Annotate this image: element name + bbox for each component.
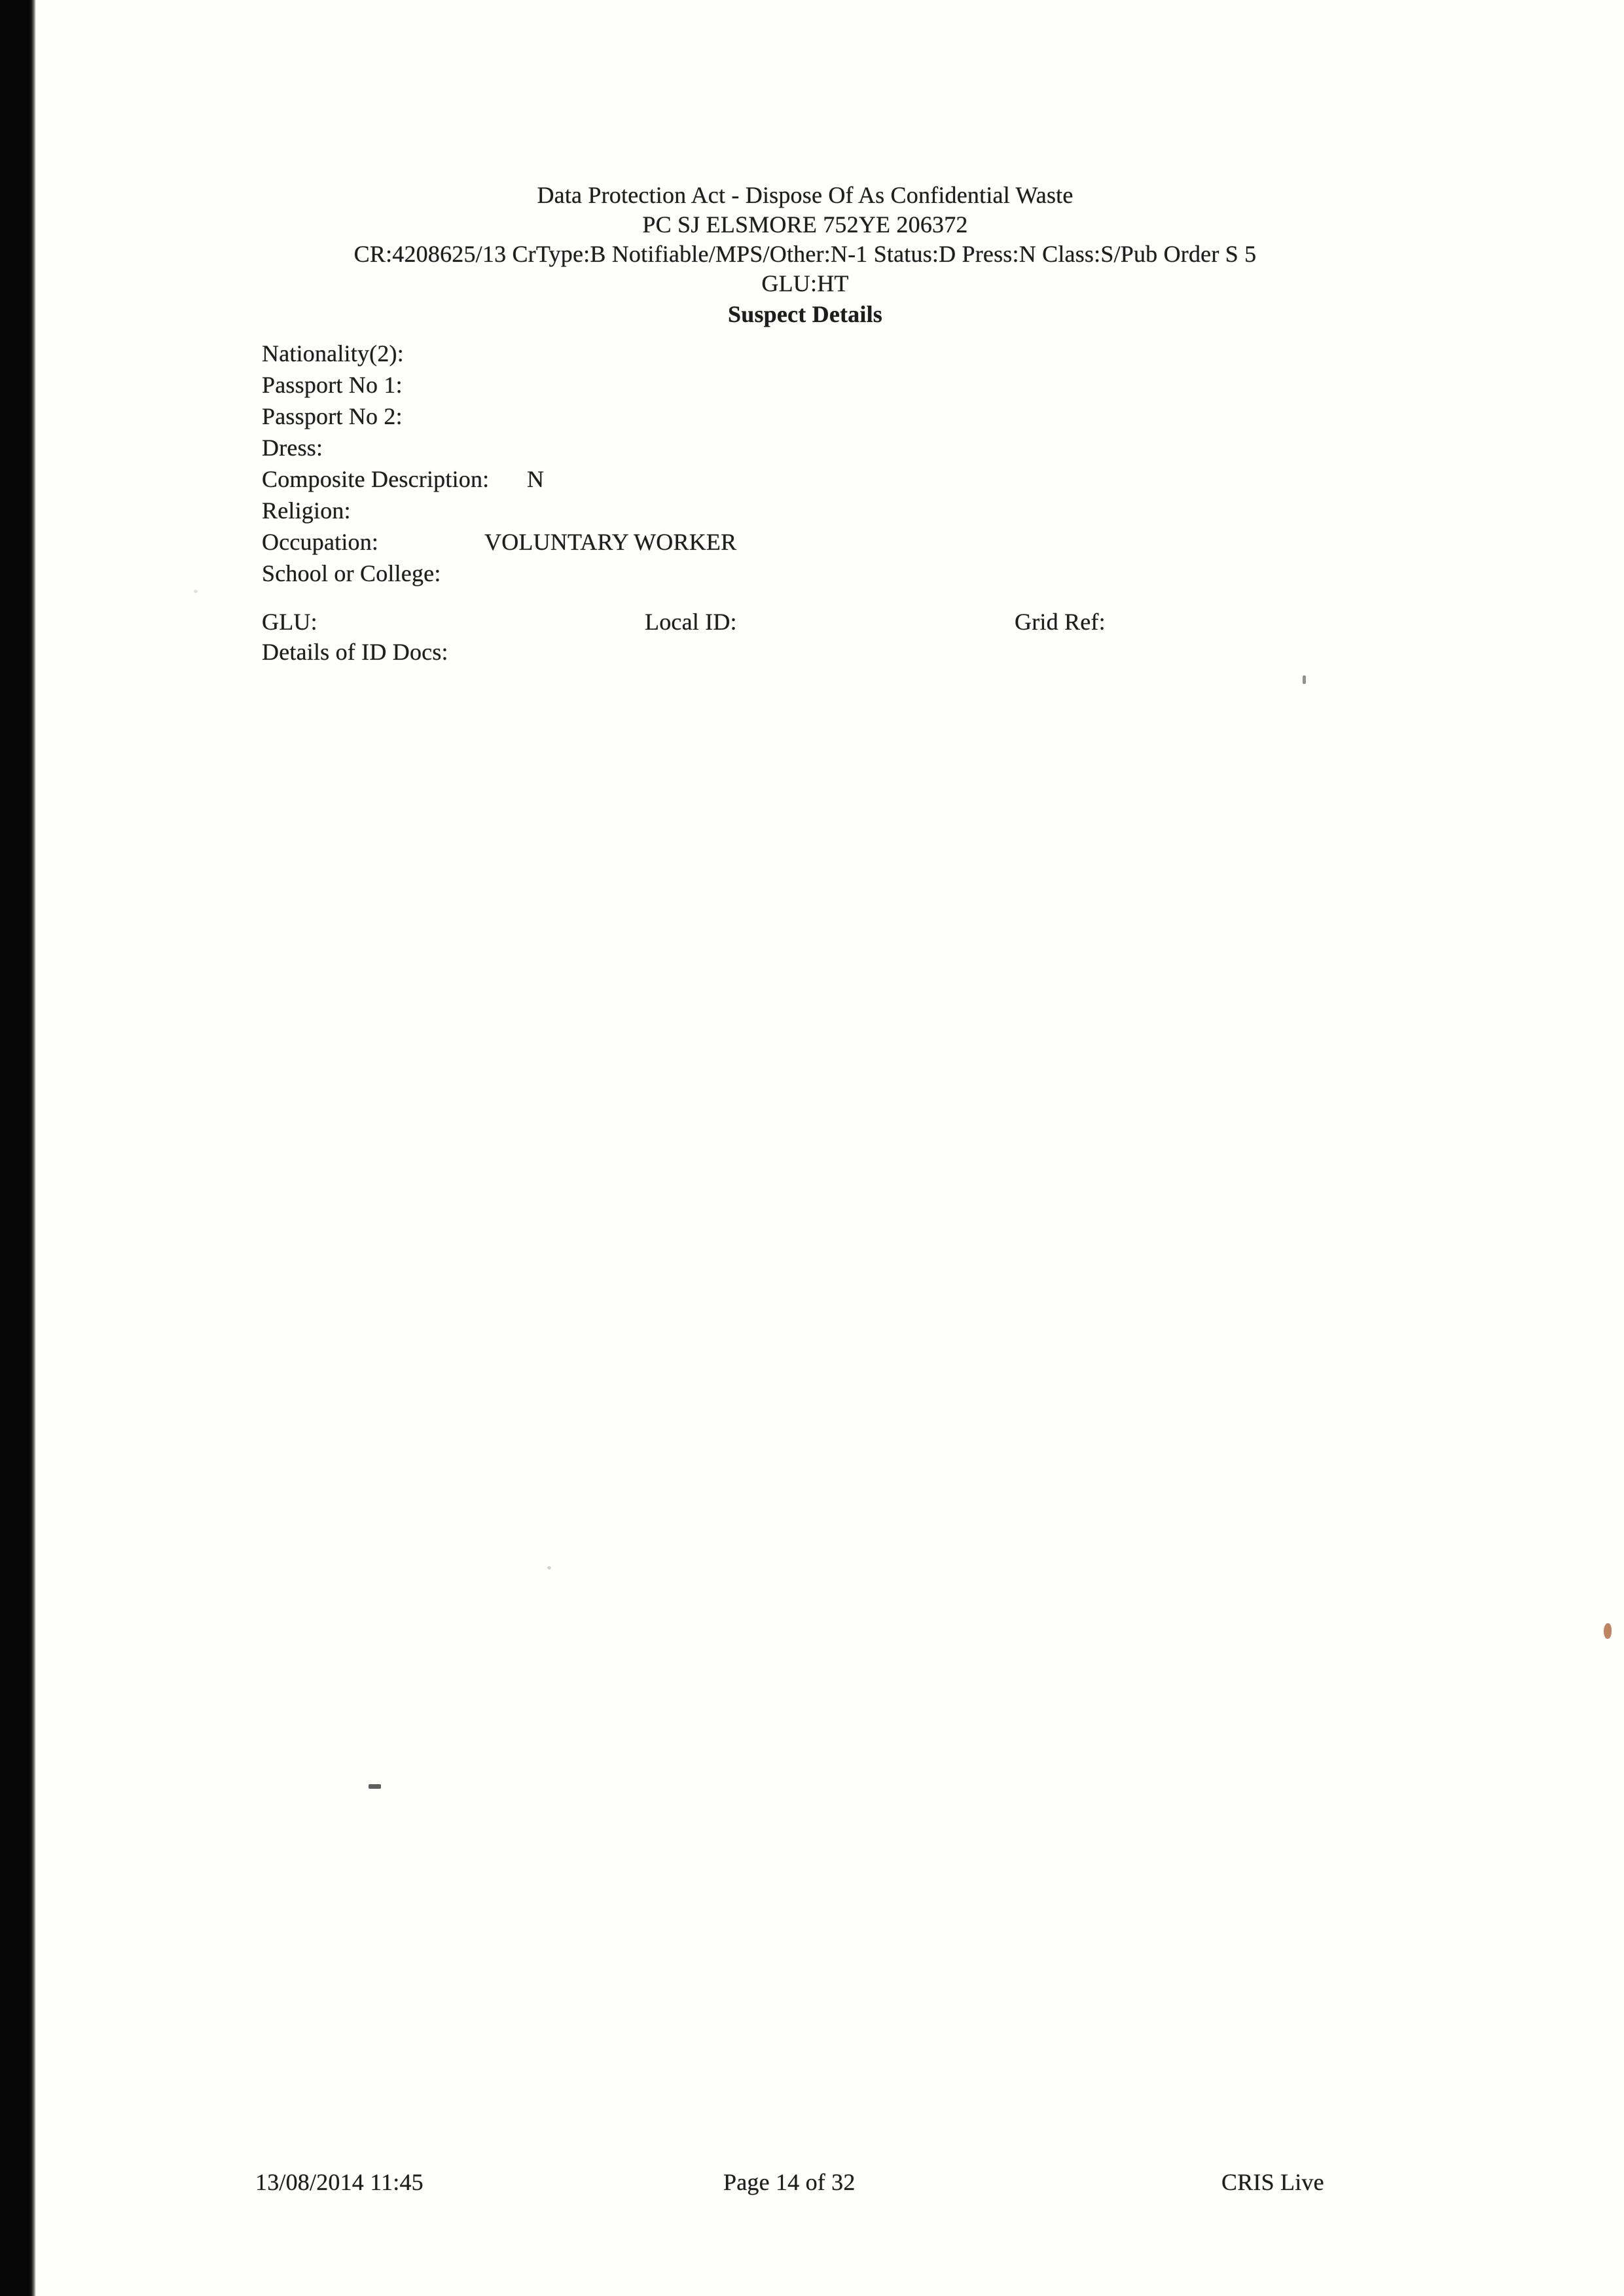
grid-ref-label: Grid Ref: [1015, 609, 1106, 635]
field-row-dress [0, 433, 1624, 463]
field-label: Dress: [262, 435, 323, 461]
field-row-passport-2 [0, 402, 1624, 432]
field-row-composite-description [0, 465, 1624, 495]
field-value: N [527, 466, 545, 492]
field-label: Passport No 2: [262, 403, 403, 429]
scan-speck [194, 590, 198, 593]
scan-speck [547, 1566, 551, 1570]
officer-line: PC SJ ELSMORE 752YE 206372 [642, 211, 968, 238]
footer-page-number: Page 14 of 32 [723, 2169, 856, 2195]
scan-speck [1604, 1623, 1612, 1639]
field-row-passport-1 [0, 370, 1624, 401]
field-label: Occupation: [262, 529, 379, 555]
field-label: Religion: [262, 497, 351, 524]
glu-header-line: GLU:HT [761, 270, 849, 296]
scan-speck [369, 1784, 381, 1789]
id-reference-row [0, 607, 1624, 637]
dpa-confidential-notice: Data Protection Act - Dispose Of As Confidential Waste [537, 182, 1074, 208]
field-row-occupation [0, 528, 1624, 558]
field-row-school-or-college [0, 559, 1624, 589]
section-title: Suspect Details [728, 301, 882, 327]
local-id-label: Local ID: [645, 609, 737, 635]
footer-system-name: CRIS Live [1221, 2169, 1324, 2195]
crime-reference-line: CR:4208625/13 CrType:B Notifiable/MPS/Other:N-1 Status:D Press:N Class:S/Pub Order S 5 [353, 241, 1257, 267]
glu-label: GLU: [262, 609, 317, 635]
field-label: Passport No 1: [262, 372, 403, 398]
id-docs-row [0, 637, 1624, 668]
field-label: Nationality(2): [262, 340, 404, 367]
scan-speck [1303, 675, 1306, 684]
footer-datetime: 13/08/2014 11:45 [255, 2169, 424, 2195]
field-label: Composite Description: [262, 466, 490, 492]
field-label: School or College: [262, 560, 441, 586]
field-value: VOLUNTARY WORKER [484, 529, 737, 555]
field-row-nationality [0, 339, 1624, 369]
id-docs-label: Details of ID Docs: [262, 639, 448, 665]
field-row-religion [0, 496, 1624, 526]
